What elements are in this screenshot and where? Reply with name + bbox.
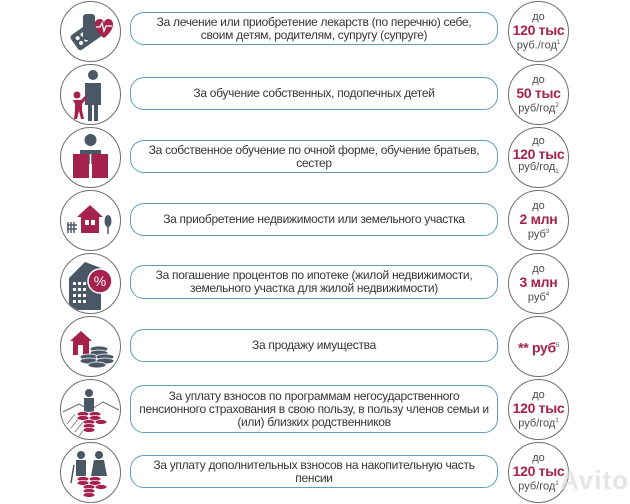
pensioner-coins-icon [60,379,121,440]
person-book-icon [60,127,121,188]
deduction-description: За лечение или приобретение лекарств (по перечню) себе, своим детям, родителям, супругу (супруге) [130,12,498,45]
svg-text:%: % [93,273,107,289]
parent-child-icon [60,64,121,125]
deduction-amount: до 120 тыс руб./год$^1$ [508,1,569,62]
deduction-amount: до 3 млн руб$^4$ [508,253,569,314]
deduction-row-own-education [0,127,630,189]
deduction-description: За уплату дополнительных взносов на накопительную часть пенсии [130,455,498,488]
deduction-row-children-education [0,64,630,126]
deduction-amount: до 120 тыс руб/год$^1$ [508,442,569,503]
deduction-row-property-sale [0,316,630,378]
deduction-description: За приобретение недвижимости или земельного участка [130,203,498,236]
deduction-row-pension-savings [0,442,630,504]
deduction-row-mortgage-interest [0,253,630,315]
deduction-row-real-estate [0,190,630,252]
deduction-row-medical [0,1,630,63]
house-coins-icon [60,316,121,377]
deduction-amount: ** руб$^5$ [508,316,569,377]
deduction-description: За продажу имущества [130,329,498,362]
building-percent-icon [60,253,121,314]
elderly-couple-coins-icon [60,442,121,503]
deduction-description: За собственное обучение по очной форме, обучение братьев, сестер [130,140,498,173]
medicine-heart-icon [60,1,121,62]
avito-watermark: Avito [560,465,630,495]
deduction-row-pension-insurance [0,379,630,441]
deduction-amount: до 120 тыс руб/год$^1$ [508,379,569,440]
deduction-amount: до 50 тыс руб/год$^2$ [508,64,569,125]
deduction-amount: до 120 тыс руб/год$_1$ [508,127,569,188]
deduction-description: За обучение собственных, подопечных детей [130,77,498,110]
deduction-amount: до 2 млн руб$^3$ [508,190,569,251]
deduction-description: За погашение процентов по ипотеке (жилой недвижимости, земельного участка для жилой недвижимости) [130,265,498,299]
deduction-description: За уплату взносов по программам негосударственного пенсионного страхования в свою пользу, в пользу членов семьи и (или) близких родственников [130,385,498,433]
house-fence-tree-icon [60,190,121,251]
